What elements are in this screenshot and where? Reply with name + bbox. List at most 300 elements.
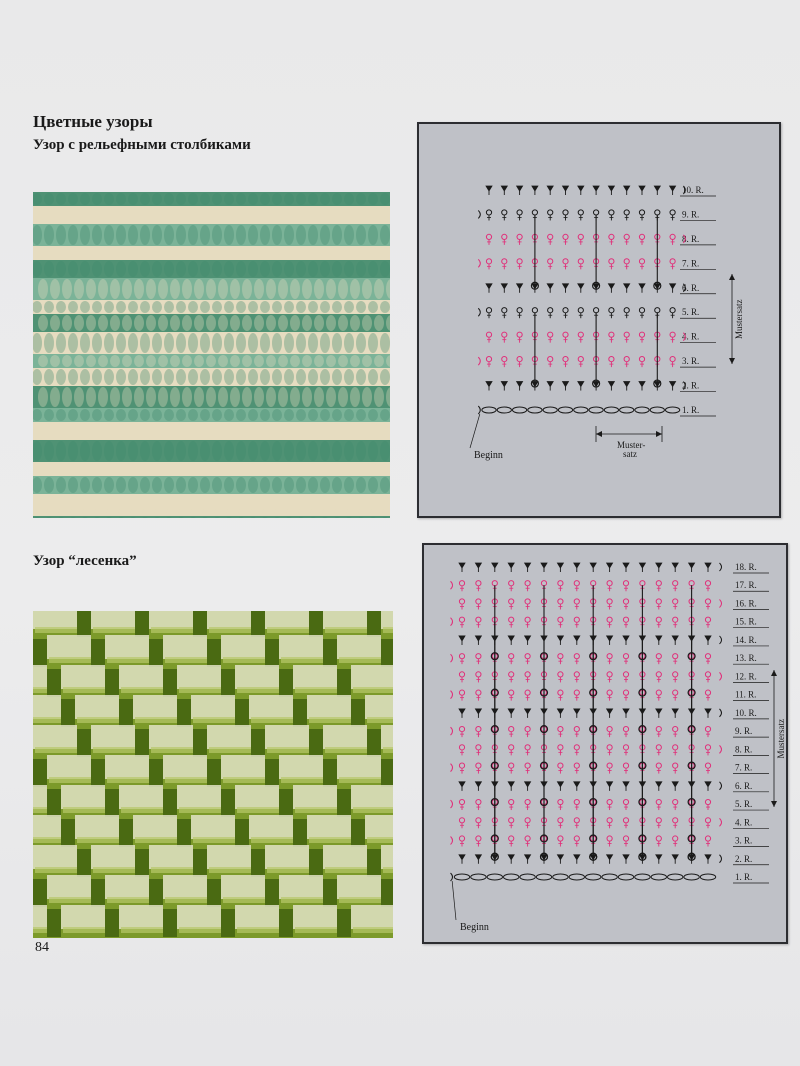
stitch: [206, 207, 216, 223]
stitch-loop: [705, 617, 710, 622]
stitch: [248, 477, 258, 493]
stitch: [134, 247, 144, 259]
stitch: [44, 301, 54, 313]
stitch: [224, 193, 234, 205]
stitch-loop: [705, 763, 710, 768]
stitch-block-mid: [63, 927, 105, 933]
stitch: [80, 369, 90, 385]
stitch-loop: [578, 332, 583, 337]
stitch: [338, 387, 348, 407]
stitch: [86, 495, 96, 515]
stitch: [302, 423, 312, 439]
stitch: [320, 261, 330, 277]
chain-stitch: [684, 874, 699, 880]
stitch: [236, 409, 246, 421]
stitch-loop: [517, 332, 522, 337]
stitch-loop: [476, 654, 481, 659]
stitch-loop: [624, 308, 629, 313]
single-crochet-stitch: [501, 284, 507, 289]
single-crochet-stitch: [501, 186, 507, 191]
stitch-loop: [656, 799, 661, 804]
stitch: [356, 301, 366, 313]
stitch: [296, 441, 306, 461]
turning-chain: [478, 406, 480, 414]
stitch: [368, 441, 378, 461]
stitch-block-light: [235, 785, 279, 809]
stitch: [230, 463, 240, 475]
stitch: [164, 301, 174, 313]
stitch-loop: [558, 799, 563, 804]
stitch: [242, 423, 252, 439]
single-crochet-stitch: [475, 563, 481, 568]
stitch-block-shadow: [91, 759, 105, 787]
stitch: [266, 423, 276, 439]
stitch: [302, 315, 312, 331]
stitch: [68, 477, 78, 493]
stitch-block-mid: [325, 747, 367, 753]
single-crochet-stitch: [672, 636, 678, 641]
pattern1-title: Узор с рельефными столбиками: [33, 137, 251, 153]
stitch: [212, 193, 222, 205]
stitch: [164, 333, 174, 353]
single-crochet-stitch: [574, 709, 580, 714]
stitch: [104, 193, 114, 205]
stitch: [368, 477, 378, 493]
stitch: [284, 409, 294, 421]
single-crochet-stitch: [705, 855, 711, 860]
single-crochet-stitch: [705, 782, 711, 787]
stitch: [200, 333, 210, 353]
stitch-block-light: [191, 815, 235, 839]
stitch-block-mid: [309, 837, 351, 843]
stitch-loop: [574, 617, 579, 622]
stitch-loop: [670, 234, 675, 239]
stitch: [218, 355, 228, 367]
stitch: [62, 207, 72, 223]
stitch-block-light: [149, 725, 193, 749]
stitch-block-light: [337, 755, 381, 779]
stitch-block-mid: [179, 927, 221, 933]
stitch: [92, 441, 102, 461]
chain-stitch: [528, 407, 542, 413]
stitch-block-shadow: [135, 729, 149, 757]
single-crochet-stitch: [639, 284, 645, 289]
stitch: [92, 477, 102, 493]
stitch: [236, 193, 246, 205]
stitch-block-light: [279, 755, 323, 779]
stitch: [86, 355, 96, 367]
stitch-block-mid: [295, 807, 337, 813]
stitch: [344, 409, 354, 421]
stitch: [158, 463, 168, 475]
stitch-block-light: [75, 815, 119, 839]
single-crochet-stitch: [656, 855, 662, 860]
single-crochet-stitch: [459, 709, 465, 714]
stitch: [212, 409, 222, 421]
stitch-block-mid: [107, 897, 149, 903]
stitch: [56, 409, 66, 421]
stitch: [242, 495, 252, 515]
stitch-block-light: [323, 611, 367, 629]
stitch-loop: [656, 727, 661, 732]
row-label: 3. R.: [735, 835, 753, 846]
single-crochet-stitch: [705, 709, 711, 714]
stitch: [230, 423, 240, 439]
single-crochet-stitch: [607, 709, 613, 714]
stitch-loop: [607, 654, 612, 659]
single-crochet-stitch: [557, 855, 563, 860]
stitch-loop: [656, 599, 661, 604]
stitch-loop: [705, 836, 710, 841]
stitch-block-light: [149, 611, 193, 629]
stitch: [98, 247, 108, 259]
stitch-block-shadow: [149, 879, 163, 907]
stitch: [308, 225, 318, 245]
stitch: [170, 279, 180, 299]
stitch-block-shadow: [251, 729, 265, 757]
stitch: [248, 261, 258, 277]
stitch-loop: [548, 259, 553, 264]
stitch-block-shadow: [207, 759, 221, 787]
stitch: [230, 315, 240, 331]
stitch-block-shadow: [293, 819, 307, 847]
single-crochet-stitch: [563, 382, 569, 387]
stitch-block-mid: [93, 747, 135, 753]
stitch-loop: [655, 308, 660, 313]
stitch-block-mid: [165, 897, 207, 903]
chain-stitch: [668, 874, 683, 880]
single-crochet-stitch: [525, 563, 531, 568]
stitch-loop: [656, 617, 661, 622]
stitch-loop: [502, 308, 507, 313]
single-crochet-stitch: [654, 186, 660, 191]
stitch-loop: [607, 799, 612, 804]
stitch: [278, 495, 288, 515]
stitch: [62, 423, 72, 439]
row-label: 6. R.: [735, 780, 753, 791]
stitch: [308, 477, 318, 493]
stitch: [140, 301, 150, 313]
stitch: [44, 369, 54, 385]
stitch: [260, 369, 270, 385]
stitch-loop: [532, 210, 537, 215]
stitch: [236, 225, 246, 245]
stitch: [80, 409, 90, 421]
arrow-right-icon: [656, 431, 662, 437]
stitch: [110, 279, 120, 299]
row-label: 16. R.: [735, 598, 757, 609]
stitch: [278, 423, 288, 439]
stitch-block-mid: [165, 657, 207, 663]
stitch: [290, 355, 300, 367]
stitch: [104, 477, 114, 493]
stitch: [134, 279, 144, 299]
stitch: [374, 207, 384, 223]
stitch: [314, 387, 324, 407]
stitch-loop: [673, 581, 678, 586]
stitch: [350, 387, 360, 407]
stitch-block-shadow: [149, 759, 163, 787]
single-crochet-stitch: [670, 186, 676, 191]
stitch-loop: [459, 818, 464, 823]
stitch-block-shadow: [337, 789, 351, 817]
stitch-block-mid: [325, 627, 367, 633]
stitch: [332, 261, 342, 277]
chain-stitch: [536, 874, 551, 880]
single-crochet-stitch: [557, 636, 563, 641]
stitch: [278, 315, 288, 331]
stitch: [68, 225, 78, 245]
stitch: [146, 355, 156, 367]
stitch-block-shadow: [77, 849, 91, 877]
stitch-block-shadow: [163, 789, 177, 817]
turning-chain: [719, 599, 721, 607]
stitch: [62, 279, 72, 299]
stitch-loop: [639, 210, 644, 215]
stitch-loop: [558, 745, 563, 750]
stitch: [284, 477, 294, 493]
stitch: [356, 369, 366, 385]
stitch: [302, 495, 312, 515]
stitch: [56, 193, 66, 205]
stitch: [170, 423, 180, 439]
stitch-block-mid: [267, 867, 309, 873]
stitch: [56, 477, 66, 493]
stitch: [212, 225, 222, 245]
stitch: [236, 333, 246, 353]
stitch: [278, 279, 288, 299]
stitch-block-light: [307, 815, 351, 839]
stitch: [140, 441, 150, 461]
stitch-block-mid: [309, 717, 351, 723]
turning-chain: [719, 782, 721, 790]
pattern2-chart: [422, 543, 788, 944]
stitch: [356, 225, 366, 245]
stitch: [278, 387, 288, 407]
single-crochet-stitch: [639, 382, 645, 387]
single-crochet-stitch: [607, 855, 613, 860]
row-label: 6. R.: [682, 282, 700, 293]
stitch-block-shadow: [351, 819, 365, 847]
stitch-block-shadow: [221, 909, 235, 937]
stitch-loop: [607, 818, 612, 823]
stitch-loop: [502, 357, 507, 362]
stitch: [308, 441, 318, 461]
stitch: [344, 333, 354, 353]
stitch-loop: [459, 581, 464, 586]
stitch: [212, 441, 222, 461]
stitch: [374, 247, 384, 259]
stitch: [212, 477, 222, 493]
stitch: [176, 261, 186, 277]
page-number: 84: [35, 940, 49, 955]
stitch: [116, 301, 126, 313]
stitch: [356, 261, 366, 277]
arrow-down-icon: [729, 358, 735, 364]
stitch: [116, 369, 126, 385]
stitch-block-shadow: [265, 759, 279, 787]
stitch-loop: [476, 799, 481, 804]
stitch-loop: [476, 599, 481, 604]
stitch-loop: [639, 332, 644, 337]
stitch: [362, 207, 372, 223]
stitch: [164, 225, 174, 245]
stitch: [152, 225, 162, 245]
single-crochet-stitch: [705, 563, 711, 568]
stitch-loop: [574, 727, 579, 732]
stitch-block-mid: [33, 717, 61, 723]
stitch-block-shadow: [33, 639, 47, 667]
single-crochet-stitch: [574, 563, 580, 568]
stitch: [140, 477, 150, 493]
stitch-loop: [558, 599, 563, 604]
stitch: [362, 387, 372, 407]
stitch-loop: [673, 690, 678, 695]
stitch: [56, 369, 66, 385]
stitch: [158, 315, 168, 331]
stitch: [128, 193, 138, 205]
stitch-block-light: [47, 635, 91, 659]
stitch-block-mid: [209, 627, 251, 633]
stitch-loop: [673, 727, 678, 732]
stitch-block-shadow: [135, 849, 149, 877]
stitch: [314, 315, 324, 331]
stitch: [56, 301, 66, 313]
single-crochet-stitch: [525, 709, 531, 714]
stitch-loop: [525, 745, 530, 750]
single-crochet-stitch: [525, 855, 531, 860]
row-label: 1. R.: [682, 405, 700, 415]
stitch: [158, 355, 168, 367]
stitch: [350, 247, 360, 259]
stitch: [332, 409, 342, 421]
stitch-block-mid: [383, 867, 393, 873]
stitch: [92, 301, 102, 313]
stitch: [74, 387, 84, 407]
stitch: [272, 301, 282, 313]
turning-chain: [451, 618, 453, 626]
start-label: Beginn: [460, 922, 489, 933]
stitch-loop: [486, 210, 491, 215]
stitch: [116, 333, 126, 353]
row-label: 5. R.: [682, 307, 700, 318]
stitch: [254, 423, 264, 439]
stitch: [128, 261, 138, 277]
stitch-loop: [624, 357, 629, 362]
stitch-block-mid: [107, 657, 149, 663]
chain-stitch: [574, 407, 588, 413]
stitch-loop: [558, 818, 563, 823]
stitch: [308, 369, 318, 385]
single-crochet-stitch: [574, 636, 580, 641]
stitch: [296, 225, 306, 245]
stitch: [170, 315, 180, 331]
stitch: [326, 495, 336, 515]
stitch-block-mid: [151, 867, 193, 873]
chain-stitch: [620, 407, 634, 413]
stitch-loop: [656, 818, 661, 823]
stitch-block-light: [33, 845, 77, 869]
stitch-block-shadow: [323, 879, 337, 907]
stitch-loop: [486, 259, 491, 264]
stitch-loop: [705, 599, 710, 604]
stitch: [110, 387, 120, 407]
stitch: [92, 225, 102, 245]
stitch: [296, 333, 306, 353]
stitch-loop: [509, 672, 514, 677]
stitch: [200, 301, 210, 313]
stitch: [266, 247, 276, 259]
stitch-block-mid: [33, 927, 47, 933]
stitch: [98, 423, 108, 439]
stitch: [290, 247, 300, 259]
stitch-loop: [607, 836, 612, 841]
stitch-loop: [502, 259, 507, 264]
stitch: [74, 355, 84, 367]
stitch-block-mid: [267, 627, 309, 633]
single-crochet-stitch: [459, 782, 465, 787]
stitch: [152, 409, 162, 421]
stitch: [230, 279, 240, 299]
stitch-loop: [673, 745, 678, 750]
stitch: [356, 333, 366, 353]
stitch: [248, 193, 258, 205]
stitch: [284, 369, 294, 385]
stitch: [38, 247, 48, 259]
stitch: [38, 315, 48, 331]
stitch: [116, 441, 126, 461]
chain-stitch: [651, 874, 666, 880]
stitch-block-mid: [209, 867, 251, 873]
stitch: [308, 333, 318, 353]
stitch: [350, 315, 360, 331]
stitch: [122, 463, 132, 475]
stitch-block-shadow: [251, 611, 265, 637]
stitch-block-light: [61, 785, 105, 809]
stitch-loop: [525, 690, 530, 695]
stitch: [164, 261, 174, 277]
stitch-block-shadow: [77, 611, 91, 637]
stitch: [56, 225, 66, 245]
stitch: [38, 463, 48, 475]
stitch: [188, 193, 198, 205]
stitch-loop: [502, 332, 507, 337]
stitch: [284, 193, 294, 205]
repeat-label-vertical: Mustersatz: [776, 719, 786, 759]
stitch-loop: [509, 654, 514, 659]
stitch: [104, 333, 114, 353]
stitch: [332, 225, 342, 245]
stitch: [200, 441, 210, 461]
stitch: [92, 369, 102, 385]
stitch: [350, 423, 360, 439]
stitch: [44, 409, 54, 421]
stitch: [188, 441, 198, 461]
start-label: Beginn: [474, 450, 503, 461]
stitch: [140, 333, 150, 353]
stitch: [266, 279, 276, 299]
stitch-block-mid: [367, 837, 393, 843]
single-crochet-stitch: [547, 186, 553, 191]
stitch: [182, 355, 192, 367]
stitch-loop: [623, 836, 628, 841]
stitch-loop: [509, 727, 514, 732]
single-crochet-stitch: [508, 636, 514, 641]
stitch: [380, 477, 390, 493]
stitch: [218, 207, 228, 223]
stitch-loop: [459, 690, 464, 695]
stitch: [326, 315, 336, 331]
